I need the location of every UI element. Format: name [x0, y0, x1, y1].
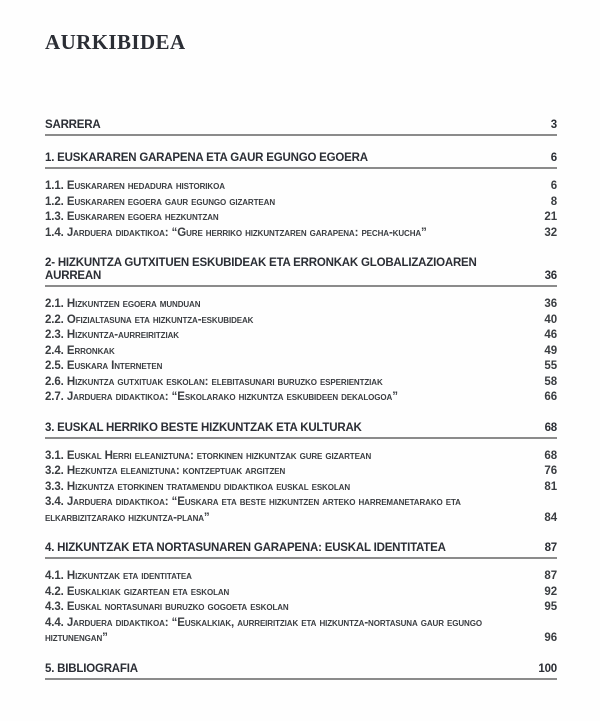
toc-section-items — [45, 179, 557, 241]
toc-item-page: 76 — [544, 465, 557, 477]
toc-heading-row — [45, 422, 557, 439]
toc-item-page: 68 — [544, 449, 557, 462]
toc-item-label: 1.2. Euskararen egoera gaur egungo gizartean — [45, 195, 275, 208]
toc-section — [45, 663, 557, 680]
toc-item-label: 2.3. Hizkuntza-aurreiritziak — [45, 329, 179, 341]
toc-item-label: 4.2. Euskalkiak gizartean eta eskolan — [45, 585, 230, 598]
toc-item-label: 4.4. Jarduera didaktikoa: “Euskalkiak, aurreiritziak eta hizkuntza-nortasuna gaur egungo hiztunengan” — [45, 616, 482, 644]
toc-item-row — [45, 359, 557, 375]
toc-item-page: 21 — [544, 211, 557, 223]
toc-item-row — [45, 328, 557, 344]
toc-item-label: 2.7. Jarduera didaktikoa: “Eskolarako hizkuntza eskubideen dekalogoa” — [45, 391, 398, 403]
toc-item-page: 36 — [544, 298, 557, 310]
toc-heading-row — [45, 542, 557, 559]
toc-heading-label: 1. EUSKARAREN GARAPENA ETA GAUR EGUNGO EGOERA — [45, 152, 368, 164]
toc-section — [45, 422, 557, 527]
toc-heading-label: 5. BIBLIOGRAFIA — [45, 662, 138, 675]
toc-heading-label: SARRERA — [45, 119, 101, 131]
toc-item-row — [45, 375, 557, 391]
toc-item-row — [45, 449, 557, 465]
toc-heading-page: 6 — [550, 152, 557, 164]
toc-section — [45, 542, 557, 647]
toc-item-label: 4.3. Euskal nortasunari buruzko gogoeta eskolan — [45, 601, 289, 613]
toc-item-label: 2.6. Hizkuntza gutxituak eskolan: elebitasunari buruzko esperientziak — [45, 375, 383, 388]
page-title: AURKIBIDEA — [45, 30, 186, 54]
toc-item-row — [45, 344, 557, 360]
toc-item-page: 81 — [544, 480, 557, 493]
toc-heading-page: 87 — [544, 542, 557, 554]
toc-heading-row — [45, 152, 557, 169]
toc-item-page: 96 — [544, 632, 557, 644]
toc-item-label: 4.1. Hizkuntzak eta identitatea — [45, 570, 192, 582]
toc-heading-label: 3. EUSKAL HERRIKO BESTE HIZKUNTZAK ETA KULTURAK — [45, 421, 362, 434]
toc-heading-row — [45, 663, 557, 680]
toc-item-label: 1.1. Euskararen hedadura historikoa — [45, 180, 225, 192]
toc-item-page: 40 — [544, 313, 557, 326]
toc-heading-row — [45, 119, 557, 136]
toc-item-page: 49 — [544, 344, 557, 357]
toc-item-row — [45, 195, 557, 211]
toc-item-row — [45, 495, 557, 526]
toc-item-label: 3.2. Hezkuntza eleaniztuna: kontzeptuak argitzen — [45, 465, 286, 477]
toc-item-row — [45, 210, 557, 226]
toc-item-row — [45, 297, 557, 313]
toc-section-items — [45, 297, 557, 406]
toc-item-row — [45, 600, 557, 616]
toc-item-row — [45, 616, 557, 647]
table-of-contents — [45, 119, 557, 680]
toc-item-row — [45, 464, 557, 480]
toc-item-label: 1.4. Jarduera didaktikoa: “Gure herriko hizkuntzaren garapena: pecha-kucha” — [45, 226, 427, 239]
toc-item-label: 2.5. Euskara Interneten — [45, 360, 163, 372]
toc-section — [45, 257, 557, 406]
toc-heading-page: 100 — [538, 662, 557, 675]
toc-item-page: 8 — [550, 195, 557, 208]
toc-item-page: 95 — [544, 601, 557, 613]
toc-item-page: 92 — [544, 585, 557, 598]
toc-item-label: 3.1. Euskal Herri eleaniztuna: etorkinen hizkuntzak gure gizartean — [45, 449, 372, 462]
toc-item-label: 1.3. Euskararen egoera hezkuntzan — [45, 211, 219, 223]
toc-section — [45, 152, 557, 241]
toc-item-label: 2.4. Erronkak — [45, 344, 115, 357]
toc-section-items — [45, 569, 557, 647]
toc-item-label: 3.3. Hizkuntza etorkinen tratamendu didaktikoa euskal eskolan — [45, 480, 350, 493]
toc-item-label: 3.4. Jarduera didaktikoa: “Euskara eta beste hizkuntzen arteko harremanetarako eta elkarbizitzarako hizkuntza-plana” — [45, 496, 461, 524]
toc-heading-label: 4. HIZKUNTZAK ETA NORTASUNAREN GARAPENA: EUSKAL IDENTITATEA — [45, 542, 446, 554]
toc-heading-row — [45, 257, 557, 287]
toc-heading-page: 36 — [544, 270, 557, 282]
toc-item-page: 58 — [544, 375, 557, 388]
toc-item-page: 87 — [544, 570, 557, 582]
toc-item-row — [45, 569, 557, 585]
toc-item-page: 84 — [544, 511, 557, 524]
toc-section — [45, 119, 557, 136]
toc-section-items — [45, 449, 557, 527]
toc-heading-page: 68 — [544, 421, 557, 434]
toc-item-row — [45, 313, 557, 329]
toc-item-row — [45, 480, 557, 496]
toc-item-label: 2.2. Ofizialtasuna eta hizkuntza-eskubideak — [45, 313, 254, 326]
toc-item-row — [45, 179, 557, 195]
toc-heading-label: 2- HIZKUNTZA GUTXITUEN ESKUBIDEAK ETA ERRONKAK GLOBALIZAZIOAREN AURREAN — [45, 257, 477, 282]
toc-heading-page: 3 — [550, 119, 557, 131]
toc-item-page: 6 — [550, 180, 557, 192]
toc-item-row — [45, 226, 557, 242]
toc-item-page: 55 — [544, 360, 557, 372]
toc-item-page: 46 — [544, 329, 557, 341]
toc-item-label: 2.1. Hizkuntzen egoera munduan — [45, 298, 201, 310]
toc-item-row — [45, 585, 557, 601]
toc-item-page: 32 — [544, 226, 557, 239]
toc-item-page: 66 — [544, 391, 557, 403]
toc-item-row — [45, 390, 557, 406]
